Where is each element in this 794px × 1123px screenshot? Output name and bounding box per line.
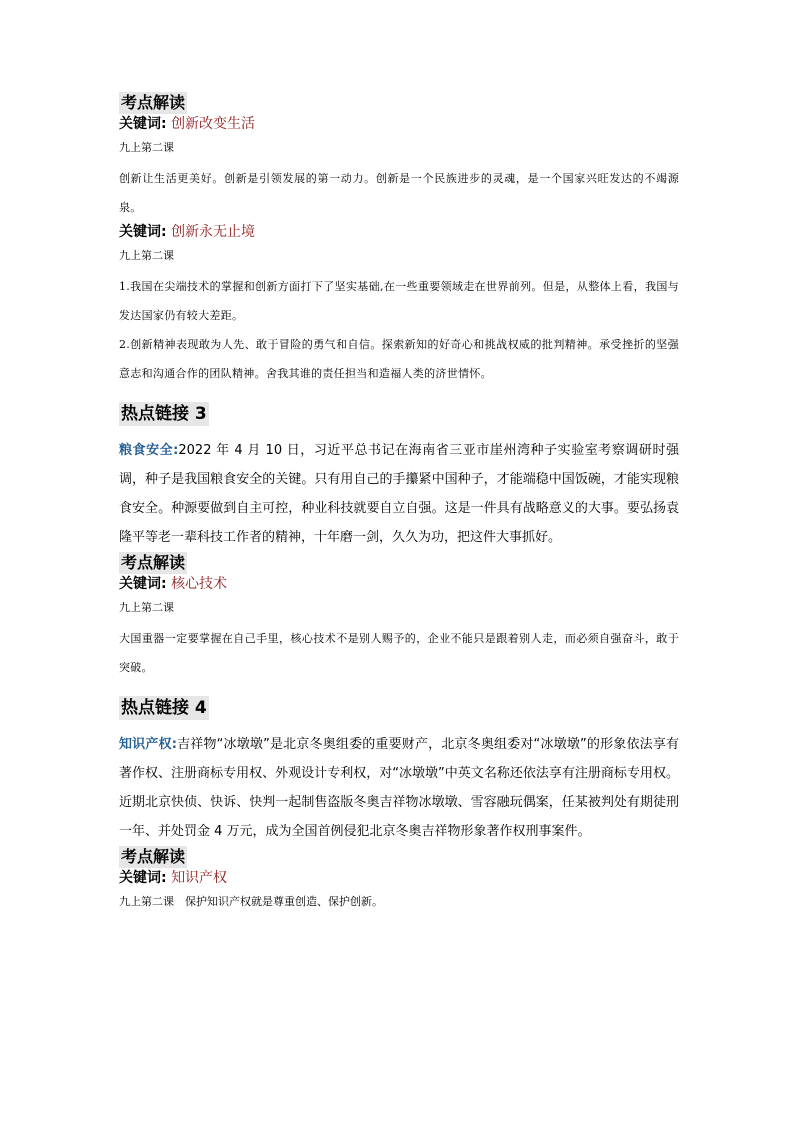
lesson-ref: 九上第二课 保护知识产权就是尊重创造、保护创新。 [119, 895, 383, 908]
section-heading: 考点解读 [121, 553, 186, 572]
hotspot-title: 热点链接 4 [121, 698, 207, 718]
section-heading: 考点解读 [121, 93, 186, 112]
keyword-explanation-item: 2.创新精神表现敢为人先、敢于冒险的勇气和自信。探索新知的好奇心和挑战权威的批判精神。承受挫折的坚强意志和沟通合作的团队精神。舍我其谁的责任担当和造福人类的济世情怀。 [119, 338, 679, 380]
lesson-ref: 九上第二课 [119, 249, 174, 262]
keyword-line: 关键词: 创新永无止境 [119, 224, 256, 240]
keyword-explanation: 创新让生活更美好。创新是引领发展的第一动力。创新是一个民族进步的灵魂，是一个国家兴旺发达的不竭源泉。 [119, 172, 679, 214]
document-page [119, 92, 679, 918]
keyword-explanation: 大国重器一定要掌握在自己手里，核心技术不是别人赐予的，企业不能只是跟着别人走，而必须自强奋斗，敢于突破。 [119, 632, 679, 674]
keyword-line: 关键词: 创新改变生活 [119, 116, 256, 132]
lesson-ref: 九上第二课 [119, 601, 174, 614]
hotspot-news: 知识产权:吉祥物“冰墩墩”是北京冬奥组委的重要财产，北京冬奥组委对“冰墩墩”的形象依法享有著作权、注册商标专用权、外观设计专利权，对“冰墩墩”中英文名称还依法享有注册商标专用权。近期北京快侦、快诉、快判一起制售盗版冬奥吉祥物冰墩墩、雪容融玩偶案，任某被判处有期徒刑一年、并处罚金 4 万元，成为全国首例侵犯北京冬奥吉祥物形象著作权刑事案件。 [119, 737, 679, 839]
keyword-line: 关键词: 知识产权 [119, 870, 228, 886]
keyword-explanation-item: 1.我国在尖端技术的掌握和创新方面打下了坚实基础,在一些重要领域走在世界前列。但是，从整体上看，我国与发达国家仍有较大差距。 [119, 280, 679, 322]
keyword-line: 关键词: 核心技术 [119, 576, 228, 592]
hotspot-news: 粮食安全:2022 年 4 月 10 日，习近平总书记在海南省三亚市崖州湾种子实验室考察调研时强调，种子是我国粮食安全的关键。只有用自己的手攥紧中国种子，才能端稳中国饭碗，才能实现粮食安全。种源要做到自主可控，种业科技就要自立自强。这是一件具有战略意义的大事。要弘扬袁隆平等老一辈科技工作者的精神，十年磨一剑，久久为功，把这件大事抓好。 [119, 443, 680, 545]
lesson-ref: 九上第二课 [119, 141, 174, 154]
section-heading: 考点解读 [121, 847, 186, 866]
hotspot-title: 热点链接 3 [121, 404, 207, 424]
